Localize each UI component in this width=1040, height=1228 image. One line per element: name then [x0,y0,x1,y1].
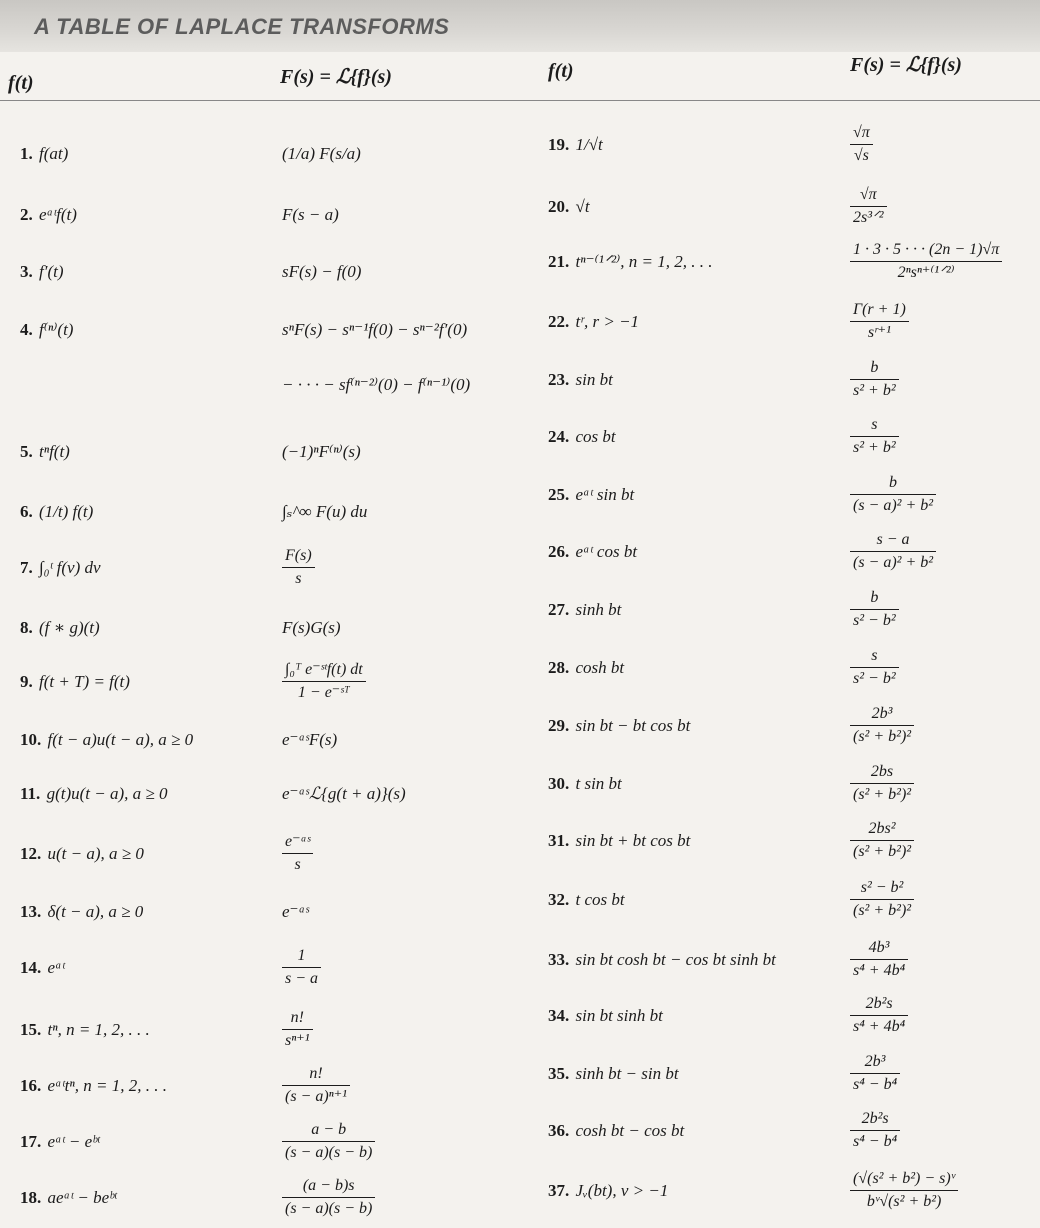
fraction-bar [850,725,914,726]
fraction-bar [282,853,313,854]
right-transform-6 [850,415,899,458]
fraction-denominator: s⁴ + 4b⁴ [853,962,906,979]
fraction-denominator: 2s³ᐟ² [853,209,884,226]
function-expression: eᵃᵗ cos bt [575,542,638,561]
fraction-numerator: 2b²s [865,995,893,1012]
function-expression: sinh bt − sin bt [575,1064,679,1083]
row-number: 37. [548,1181,574,1200]
fraction-numerator: 4b³ [868,939,890,956]
fraction-numerator: 2b³ [871,705,893,722]
fraction-bar [282,567,315,568]
fraction-denominator: sʳ⁺¹ [867,324,891,341]
row-number: 34. [548,1006,574,1025]
right-function-1 [548,135,603,155]
left-transform-7: ∫ₛ^∞ F(u) du [282,502,368,521]
fraction-denominator: 2ⁿsⁿ⁺⁽¹ᐟ²⁾ [897,264,955,281]
left-function-9 [20,618,100,638]
function-expression: tⁿf(t) [39,442,70,461]
left-function-13 [20,844,144,864]
left-transform-13 [282,832,313,875]
fraction-denominator: √s [853,147,869,164]
fraction-numerator: (√(s² + b²) − s)ᵛ [853,1170,956,1187]
left-function-18 [20,1132,100,1152]
function-expression: tʳ, r > −1 [575,312,640,331]
function-expression: eᵃᵗf(t) [39,205,77,224]
function-expression: t cos bt [575,890,625,909]
fraction-bar [850,1190,958,1191]
fraction-bar [850,840,914,841]
row-number: 15. [20,1020,46,1039]
right-transform-13 [850,819,914,862]
row-number: 33. [548,950,574,969]
row-number: 20. [548,197,574,216]
header-rule [0,100,1040,101]
row-number: 22. [548,312,574,331]
row-number: 16. [20,1076,46,1095]
right-function-2 [548,197,590,217]
row-number: 10. [20,730,46,749]
fraction-numerator: √π [853,124,870,141]
fraction-bar [850,206,887,207]
left-transform-4: sⁿF(s) − sⁿ⁻¹f(0) − sⁿ⁻²f′(0) [282,320,468,339]
fraction-numerator: 2b³ [864,1053,886,1070]
fraction-denominator: (s − a)ⁿ⁺¹ [285,1088,347,1105]
fraction-bar [850,436,899,437]
left-function-12 [20,784,167,804]
fraction-bar [850,783,914,784]
right-function-4 [548,312,639,332]
function-expression: eᵃᵗ − eᵇᵗ [47,1132,100,1151]
fraction-numerator: a − b [311,1121,347,1138]
function-expression: 1/√t [575,135,603,154]
fraction-bar [850,899,914,900]
left-transform-16 [282,1008,313,1051]
row-number: 4. [20,320,37,339]
fraction-denominator: sⁿ⁺¹ [285,1032,310,1049]
fraction-numerator: e⁻ᵃˢ [285,833,311,850]
fraction-numerator: b [870,359,879,376]
fraction-bar [850,144,873,145]
right-function-11 [548,716,690,736]
fraction-bar [282,681,366,682]
right-function-16 [548,1006,663,1026]
left-function-15 [20,958,65,978]
fraction-bar [850,494,936,495]
fraction-numerator: (a − b)s [302,1177,355,1194]
fraction-denominator: s² + b² [853,439,896,456]
left-transform-15 [282,946,321,989]
function-expression: g(t)u(t − a), a ≥ 0 [46,784,168,803]
fraction-bar [282,1197,375,1198]
header-ft-left: f(t) [8,72,34,94]
function-expression: eᵃᵗtⁿ, n = 1, 2, . . . [47,1076,167,1095]
left-transform-17 [282,1064,350,1107]
row-number: 30. [548,774,574,793]
function-expression: sin bt + bt cos bt [575,831,691,850]
row-number: 19. [548,135,574,154]
function-expression: aeᵃᵗ − beᵇᵗ [47,1188,117,1207]
row-number: 12. [20,844,46,863]
row-number: 14. [20,958,46,977]
row-number: 11. [20,784,45,803]
function-expression: f(t − a)u(t − a), a ≥ 0 [47,730,194,749]
left-transform-19 [282,1176,375,1219]
fraction-bar [282,967,321,968]
function-expression: eᵃᵗ [47,958,65,977]
left-function-11 [20,730,193,750]
row-number: 29. [548,716,574,735]
function-expression: Jᵥ(bt), ν > −1 [575,1181,669,1200]
left-function-19 [20,1188,117,1208]
right-function-18 [548,1121,684,1141]
left-function-3 [20,262,64,282]
right-transform-10 [850,646,899,689]
function-expression: u(t − a), a ≥ 0 [47,844,144,863]
row-number: 31. [548,831,574,850]
fraction-numerator: F(s) [285,547,312,564]
fraction-numerator: 2bs [870,763,894,780]
fraction-denominator: (s − a)² + b² [853,554,934,571]
right-transform-12 [850,762,914,805]
left-transform-2: F(s − a) [282,205,339,224]
fraction-bar [850,261,1002,262]
right-function-3 [548,252,713,272]
left-function-6 [20,442,70,462]
fraction-numerator: 1 [297,947,306,964]
right-transform-16 [850,994,908,1037]
fraction-bar [850,1130,900,1131]
right-function-5 [548,370,613,390]
fraction-bar [850,551,936,552]
row-number: 23. [548,370,574,389]
row-number: 7. [20,558,37,577]
header-Fs-left: F(s) = ℒ{f}(s) [280,66,392,88]
left-function-10 [20,672,130,692]
function-expression: sin bt cosh bt − cos bt sinh bt [575,950,776,969]
left-transform-9: F(s)G(s) [282,618,341,637]
right-transform-19 [850,1169,958,1212]
right-transform-4 [850,300,909,343]
right-function-6 [548,427,616,447]
fraction-denominator: s⁴ − b⁴ [853,1133,898,1150]
right-transform-11 [850,704,914,747]
left-transform-3: sF(s) − f(0) [282,262,362,281]
fraction-bar [850,959,908,960]
row-number: 3. [20,262,37,281]
right-function-14 [548,890,625,910]
function-expression: cosh bt [575,658,625,677]
fraction-denominator: (s² + b²)² [853,902,912,919]
function-expression: cosh bt − cos bt [575,1121,685,1140]
right-function-9 [548,600,621,620]
fraction-denominator: (s − a)(s − b) [285,1200,373,1217]
fraction-bar [282,1085,350,1086]
fraction-numerator: Γ(r + 1) [853,301,906,318]
fraction-numerator: 2bs² [868,820,896,837]
function-expression: √t [575,197,590,216]
left-function-14 [20,902,143,922]
fraction-numerator: b [889,474,898,491]
right-function-19 [548,1181,668,1201]
fraction-numerator: n! [309,1065,323,1082]
left-function-4 [20,320,73,340]
fraction-denominator: s − a [285,970,319,987]
function-expression: eᵃᵗ sin bt [575,485,635,504]
right-transform-14 [850,878,914,921]
right-transform-5 [850,358,899,401]
fraction-numerator: ∫₀ᵀ e⁻ˢᵗf(t) dt [285,661,363,678]
fraction-numerator: b [870,589,879,606]
fraction-denominator: s² + b² [853,382,896,399]
fraction-denominator: (s² + b²)² [853,728,912,745]
row-number: 28. [548,658,574,677]
right-function-10 [548,658,624,678]
row-number: 35. [548,1064,574,1083]
header-ft-right: f(t) [548,60,574,82]
fraction-bar [850,667,899,668]
function-expression: sin bt − bt cos bt [575,716,691,735]
row-number: 32. [548,890,574,909]
fraction-denominator: 1 − e⁻ˢᵀ [297,684,350,701]
left-function-16 [20,1020,150,1040]
function-expression: sin bt [575,370,613,389]
right-function-13 [548,831,690,851]
row-number: 13. [20,902,46,921]
right-function-15 [548,950,776,970]
left-transform-12: e⁻ᵃˢℒ{g(t + a)}(s) [282,784,406,803]
fraction-denominator: (s − a)² + b² [853,497,934,514]
left-transform-11: e⁻ᵃˢF(s) [282,730,338,749]
fraction-denominator: s² − b² [853,612,896,629]
fraction-denominator: s [294,856,301,873]
right-transform-7 [850,473,936,516]
function-expression: ∫₀ᵗ f(v) dv [39,558,101,577]
fraction-denominator: (s² + b²)² [853,786,912,803]
row-number: 2. [20,205,37,224]
right-function-8 [548,542,637,562]
right-transform-3 [850,240,1002,283]
fraction-bar [850,609,899,610]
fraction-denominator: bᵛ√(s² + b²) [866,1193,942,1210]
fraction-bar [282,1141,375,1142]
left-transform-10 [282,660,366,703]
fraction-denominator: s⁴ + 4b⁴ [853,1018,906,1035]
fraction-numerator: s [871,416,878,433]
row-number: 9. [20,672,37,691]
function-expression: f′(t) [39,262,64,281]
function-expression: f(at) [39,144,69,163]
right-transform-2 [850,185,887,228]
left-function-1 [20,144,68,164]
function-expression: t sin bt [575,774,622,793]
row-number: 18. [20,1188,46,1207]
row-number: 1. [20,144,37,163]
fraction-numerator: s − a [876,531,910,548]
fraction-denominator: s⁴ − b⁴ [853,1076,898,1093]
function-expression: sin bt sinh bt [575,1006,663,1025]
right-transform-9 [850,588,899,631]
left-function-7 [20,502,93,522]
right-transform-1 [850,123,873,166]
row-number: 8. [20,618,37,637]
right-function-12 [548,774,622,794]
fraction-denominator: s [295,570,302,587]
row-number: 36. [548,1121,574,1140]
left-function-17 [20,1076,167,1096]
left-function-8 [20,558,101,578]
fraction-bar [850,321,909,322]
row-number: 27. [548,600,574,619]
row-number: 26. [548,542,574,561]
left-function-2 [20,205,77,225]
fraction-numerator: 2b²s [861,1110,889,1127]
row-number: 24. [548,427,574,446]
function-expression: (f ∗ g)(t) [39,618,100,637]
function-expression: (1/t) f(t) [39,502,94,521]
fraction-numerator: 1 · 3 · 5 · · · (2n − 1)√π [853,241,1000,258]
fraction-bar [850,1073,900,1074]
right-transform-18 [850,1109,900,1152]
function-expression: tⁿ⁻⁽¹ᐟ²⁾, n = 1, 2, . . . [575,252,713,271]
row-number: 25. [548,485,574,504]
function-expression: f⁽ⁿ⁾(t) [39,320,74,339]
row-number: 17. [20,1132,46,1151]
fraction-denominator: (s − a)(s − b) [285,1144,373,1161]
fraction-denominator: (s² + b²)² [853,843,912,860]
fraction-denominator: s² − b² [853,670,896,687]
fraction-bar [282,1029,313,1030]
header-Fs-right: F(s) = ℒ{f}(s) [850,54,962,76]
title-banner [0,0,1040,52]
right-transform-8 [850,530,936,573]
function-expression: cos bt [575,427,616,446]
fraction-numerator: s [871,647,878,664]
fraction-bar [850,379,899,380]
left-transform-1: (1/a) F(s/a) [282,144,361,163]
left-transform-14: e⁻ᵃˢ [282,902,309,921]
function-expression: δ(t − a), a ≥ 0 [47,902,144,921]
right-transform-17 [850,1052,900,1095]
left-transform-18 [282,1120,375,1163]
function-expression: tⁿ, n = 1, 2, . . . [47,1020,150,1039]
left-transform-6: (−1)ⁿF⁽ⁿ⁾(s) [282,442,361,461]
right-transform-15 [850,938,908,981]
left-transform-5: − · · · − sf⁽ⁿ⁻²⁾(0) − f⁽ⁿ⁻¹⁾(0) [282,375,471,394]
right-function-7 [548,485,634,505]
fraction-numerator: √π [859,186,877,203]
right-function-17 [548,1064,679,1084]
fraction-bar [850,1015,908,1016]
row-number: 5. [20,442,37,461]
left-transform-8 [282,546,315,589]
fraction-numerator: n! [290,1009,304,1026]
table-title: A TABLE OF LAPLACE TRANSFORMS [34,14,450,39]
function-expression: sinh bt [575,600,622,619]
row-number: 21. [548,252,574,271]
row-number: 6. [20,502,37,521]
fraction-numerator: s² − b² [860,879,904,896]
function-expression: f(t + T) = f(t) [39,672,130,691]
